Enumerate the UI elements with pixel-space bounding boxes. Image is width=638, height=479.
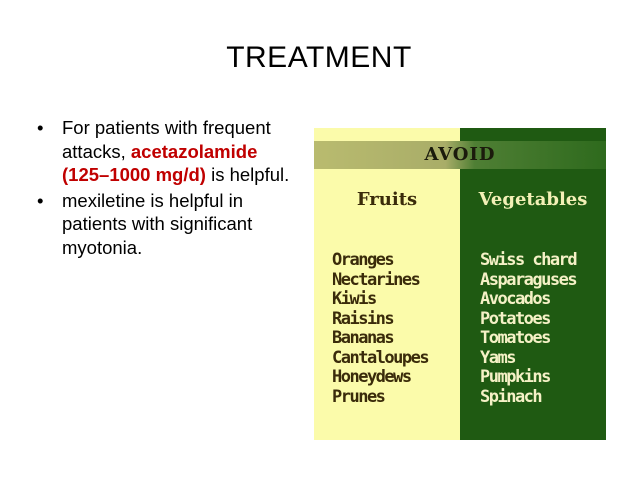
vegetable-item: Swiss chard bbox=[480, 250, 577, 270]
bullet-marker: • bbox=[37, 189, 44, 211]
drug-highlight: acetazolamide (125–1000 mg/d) bbox=[62, 140, 258, 185]
avoid-foods-image bbox=[314, 128, 606, 440]
bullet-marker: • bbox=[37, 117, 44, 138]
fruit-item: Nectarines bbox=[332, 269, 420, 290]
vegetable-item: Potatoes bbox=[480, 308, 550, 329]
avoid-banner: AVOID bbox=[314, 141, 606, 169]
fruits-heading: Fruits bbox=[356, 189, 418, 210]
fruit-item: Bananas bbox=[332, 328, 394, 348]
fruit-item: Kiwis bbox=[332, 289, 376, 309]
vegetable-item: Tomatoes bbox=[480, 328, 550, 348]
fruit-item: Raisins bbox=[332, 308, 394, 329]
fruit-item: Cantaloupes bbox=[332, 347, 429, 368]
fruit-item: Oranges bbox=[332, 250, 394, 270]
bullet-text: For patients with frequent attacks, bbox=[62, 117, 271, 162]
vegetables-heading: Vegetables bbox=[478, 189, 588, 210]
vegetable-item: Avocados bbox=[480, 289, 550, 309]
vegetables-column bbox=[460, 128, 606, 440]
fruit-item: Honeydews bbox=[332, 367, 411, 387]
vegetables-list bbox=[480, 251, 576, 407]
bullet-text: is helpful. bbox=[205, 164, 290, 185]
bullet-item-acetazolamide bbox=[36, 116, 306, 187]
fruits-list bbox=[332, 251, 428, 407]
bullet-text: mexiletine is helpful in patients with significant myotonia. bbox=[62, 189, 253, 258]
fruits-column bbox=[314, 128, 460, 440]
vegetable-item: Asparaguses bbox=[480, 269, 577, 290]
fruit-item: Prunes bbox=[332, 386, 385, 407]
vegetable-item: Pumpkins bbox=[480, 367, 550, 387]
bullet-item-mexiletine bbox=[36, 189, 306, 260]
vegetable-item: Yams bbox=[480, 347, 515, 368]
vegetable-item: Spinach bbox=[480, 386, 542, 407]
bullet-list bbox=[36, 116, 306, 261]
slide-title: TREATMENT bbox=[226, 41, 412, 74]
